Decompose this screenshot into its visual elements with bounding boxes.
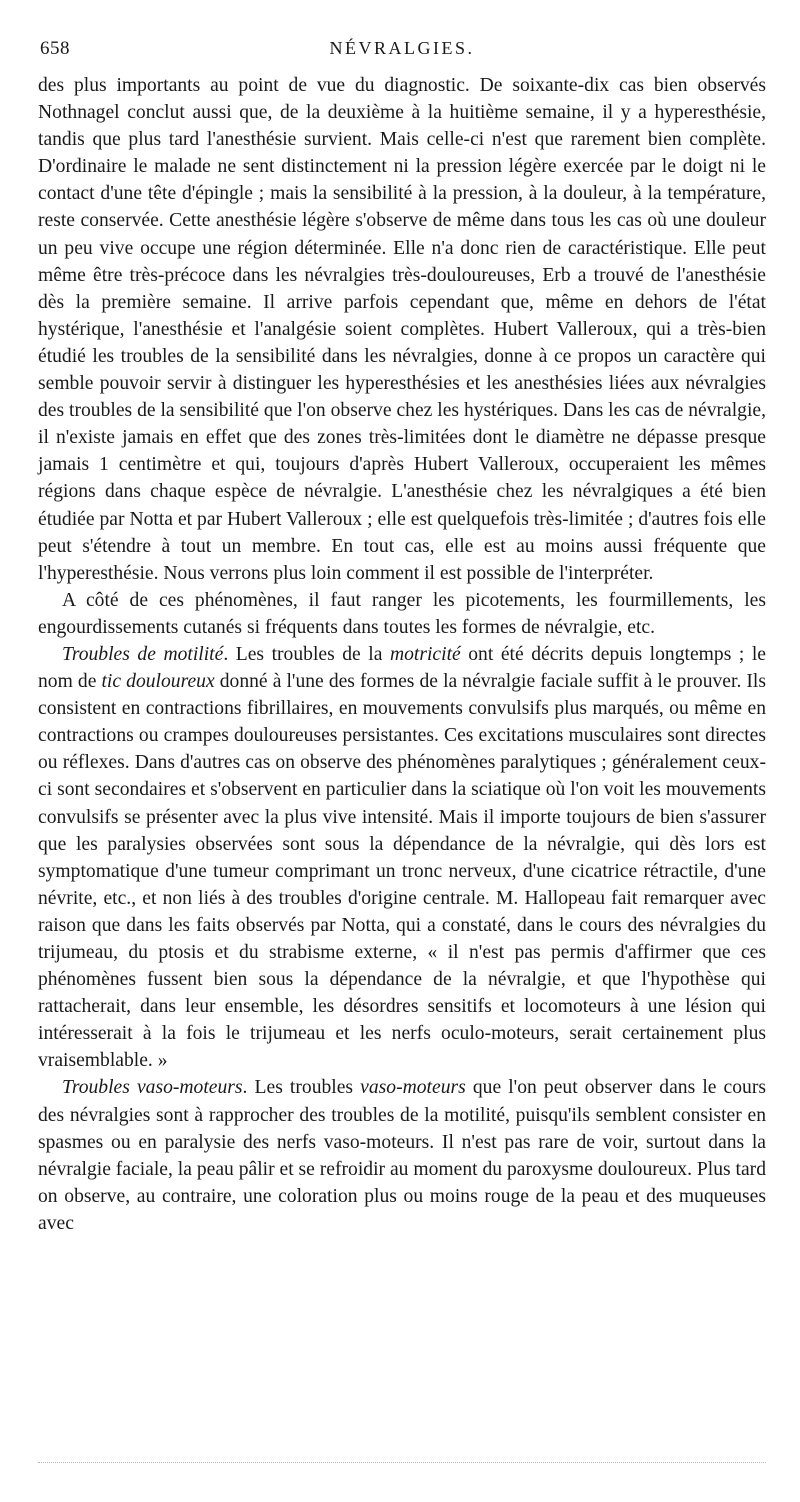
body-text	[38, 72, 766, 1237]
paragraph-troubles-vaso-moteurs	[38, 1074, 766, 1237]
paragraph-picotements	[38, 587, 766, 641]
italic-text-run: Troubles de motilité	[62, 643, 224, 665]
paragraph-troubles-de-motilite	[38, 641, 766, 1075]
text-run: ont été décrits depuis longtemps ; le nom de	[38, 643, 766, 693]
italic-text-run: motricité	[389, 643, 461, 665]
footer-rule	[38, 1462, 766, 1463]
text-run: donné à l'une des formes de la névralgie faciale suffit à le prouver. Ils consistent en contractions fibrillaires, en mouvements convulsifs plus marqués, ou même en contractions ou crampes douloureuses persistantes. Ces excitations musculaires sont directes ou réflexes. Dans d'autres cas on observe des phénomènes paralytiques ; généralement ceux-ci sont secondaires et s'observent en particulier dans la sciatique où l'on voit les mouvements convulsifs se présenter avec la plus vive intensité. Mais il importe toujours de bien s'assurer que les paralysies observées sont sous la dépendance de la névralgie, qui dès lors est symptomatique d'une tumeur comprimant un tronc nerveux, d'une cicatrice rétractile, d'une névrite, etc., et non liés à des troubles d'origine centrale. M. Hallopeau fait remarquer avec raison que dans les faits observés par Notta, qui a constaté, dans le cours des névralgies du trijumeau, du ptosis et du strabisme externe, « il n'est pas permis d'affirmer que ces phénomènes fussent bien sous la dépendance de la névralgie, et que l'hypothèse qui rattacherait, dans leur ensemble, les désordres sensitifs et locomoteurs à une lésion qui intéresserait à la fois le trijumeau et les nerfs oculo-moteurs, serait certainement plus vraisemblable. »	[38, 671, 767, 1072]
italic-text-run: vaso-moteurs	[360, 1077, 466, 1099]
italic-text-run: Troubles vaso-moteurs	[62, 1077, 243, 1099]
text-run: A côté de ces phénomènes, il faut ranger les picotements, les fourmillements, les engourdissements cutanés si fréquents dans toutes les formes de névralgie, etc.	[38, 589, 766, 638]
running-title: NÉVRALGIES.	[329, 38, 475, 58]
book-page	[38, 36, 766, 1237]
text-run: . Les troubles de la	[223, 643, 390, 665]
paragraph-sensibility-continued	[38, 72, 766, 587]
italic-text-run: tic douloureux	[101, 671, 215, 693]
text-run: . Les troubles	[242, 1077, 361, 1099]
page-header	[38, 36, 766, 66]
page-number: 658	[40, 38, 70, 59]
text-run: des plus importants au point de vue du diagnostic. De soixante-dix cas bien observés Nothnagel conclut aussi que, de la deuxième à la huitième semaine, il y a hyperesthésie, tandis que plus tard l'anesthésie survient. Mais celle-ci n'est que rarement bien complète. D'ordinaire le malade ne sent distinctement ni la pression légère exercée par le doigt ni le contact d'une tête d'épingle ; mais la sensibilité à la pression, à la douleur, à la température, reste conservée. Cette anesthésie légère s'observe de même dans tous les cas où une douleur un peu vive occupe une région déterminée. Elle n'a donc rien de caractéristique. Elle peut même être très-précoce dans les névralgies très-douloureuses, Erb a trouvé de l'anesthésie dès la première semaine. Il arrive parfois cependant que, même en dehors de l'état hystérique, l'anesthésie et l'analgésie soient complètes. Hubert Valleroux, qui a très-bien étudié les troubles de la sensibilité dans les névralgies, donne à ce propos un caractère qui semble pouvoir servir à distinguer les hyperesthésies et les anesthésies liées aux névralgies des troubles de la sensibilité que l'on observe chez les hystériques. Dans les cas de névralgie, il n'existe jamais en effet que des zones très-limitées dont le diamètre ne dépasse presque jamais 1 centimètre et qui, toujours d'après Hubert Valleroux, occuperaient les mêmes régions dans chaque espèce de névralgie. L'anesthésie chez les névralgiques a été bien étudiée par Notta et par Hubert Valleroux ; elle est quelquefois très-limitée ; d'autres fois elle peut s'étendre à tout un membre. En tout cas, elle est au moins aussi fréquente que l'hyperesthésie. Nous verrons plus loin comment il est possible de l'interpréter.	[38, 75, 766, 584]
text-run: que l'on peut observer dans le cours des névralgies sont à rapprocher des troubles de la motilité, puisqu'ils semblent consister en spasmes ou en paralysie des nerfs vaso-moteurs. Il n'est pas rare de voir, surtout dans la névralgie faciale, la peau pâlir et se refroidir au moment du paroxysme douloureux. Plus tard on observe, au contraire, une coloration plus ou moins rouge de la peau et des muqueuses avec	[38, 1077, 766, 1234]
